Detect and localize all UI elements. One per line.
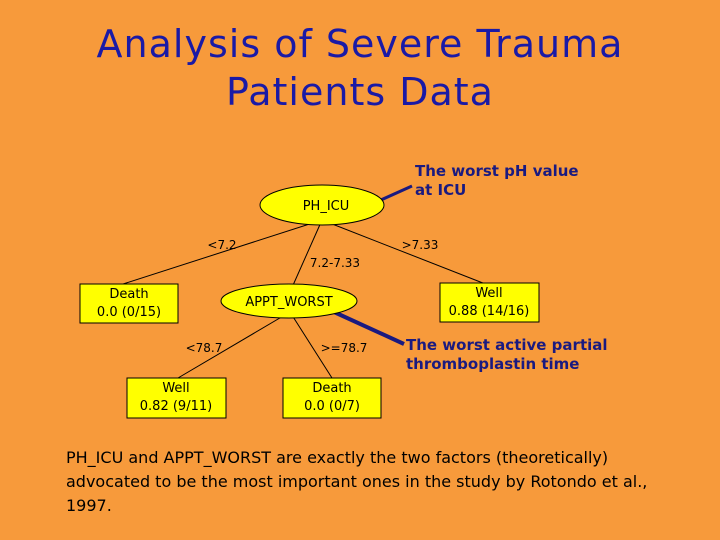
ph-note-line2: at ICU: [415, 181, 467, 199]
title-line-2: Patients Data: [226, 70, 494, 114]
edge-root-right: [322, 220, 488, 285]
appt-worst-label: APPT_WORST: [245, 295, 333, 310]
branch-label-right: >7.33: [401, 238, 439, 252]
appt-death-leaf-line2: 0.0 (0/7): [304, 399, 360, 414]
appt-worst-note: [406, 336, 656, 374]
appt-death-leaf-line1: Death: [312, 381, 352, 396]
root-node-label: PH_ICU: [302, 199, 350, 214]
appt-well-leaf-line1: Well: [162, 381, 190, 396]
branch-label-middle: 7.2-7.33: [309, 256, 361, 270]
appt-note-line1: The worst active partial: [406, 336, 608, 354]
appt-note-line2: thromboplastin time: [406, 355, 580, 373]
appt-branch-right: >=78.7: [320, 341, 368, 355]
pointer-appt-worst: [334, 312, 404, 344]
ph-icu-note: [415, 162, 615, 200]
footer-text: PH_ICU and APPT_WORST are exactly the two factors (theoretically) advocated to be the most important ones in the study by Rotondo et al., 1997.: [66, 448, 648, 515]
death-leaf-line2: 0.0 (0/15): [96, 305, 162, 320]
appt-well-leaf-line2: 0.82 (9/11): [139, 399, 213, 414]
ph-note-line1: The worst pH value: [415, 162, 579, 180]
branch-label-left: <7.2: [207, 238, 237, 252]
appt-branch-left: <78.7: [185, 341, 223, 355]
edge-root-left: [120, 220, 322, 285]
title-line-1: Analysis of Severe Trauma: [96, 22, 624, 66]
well-leaf-line2: 0.88 (14/16): [448, 304, 530, 319]
death-leaf-line1: Death: [109, 287, 149, 302]
well-leaf-line1: Well: [475, 286, 503, 301]
